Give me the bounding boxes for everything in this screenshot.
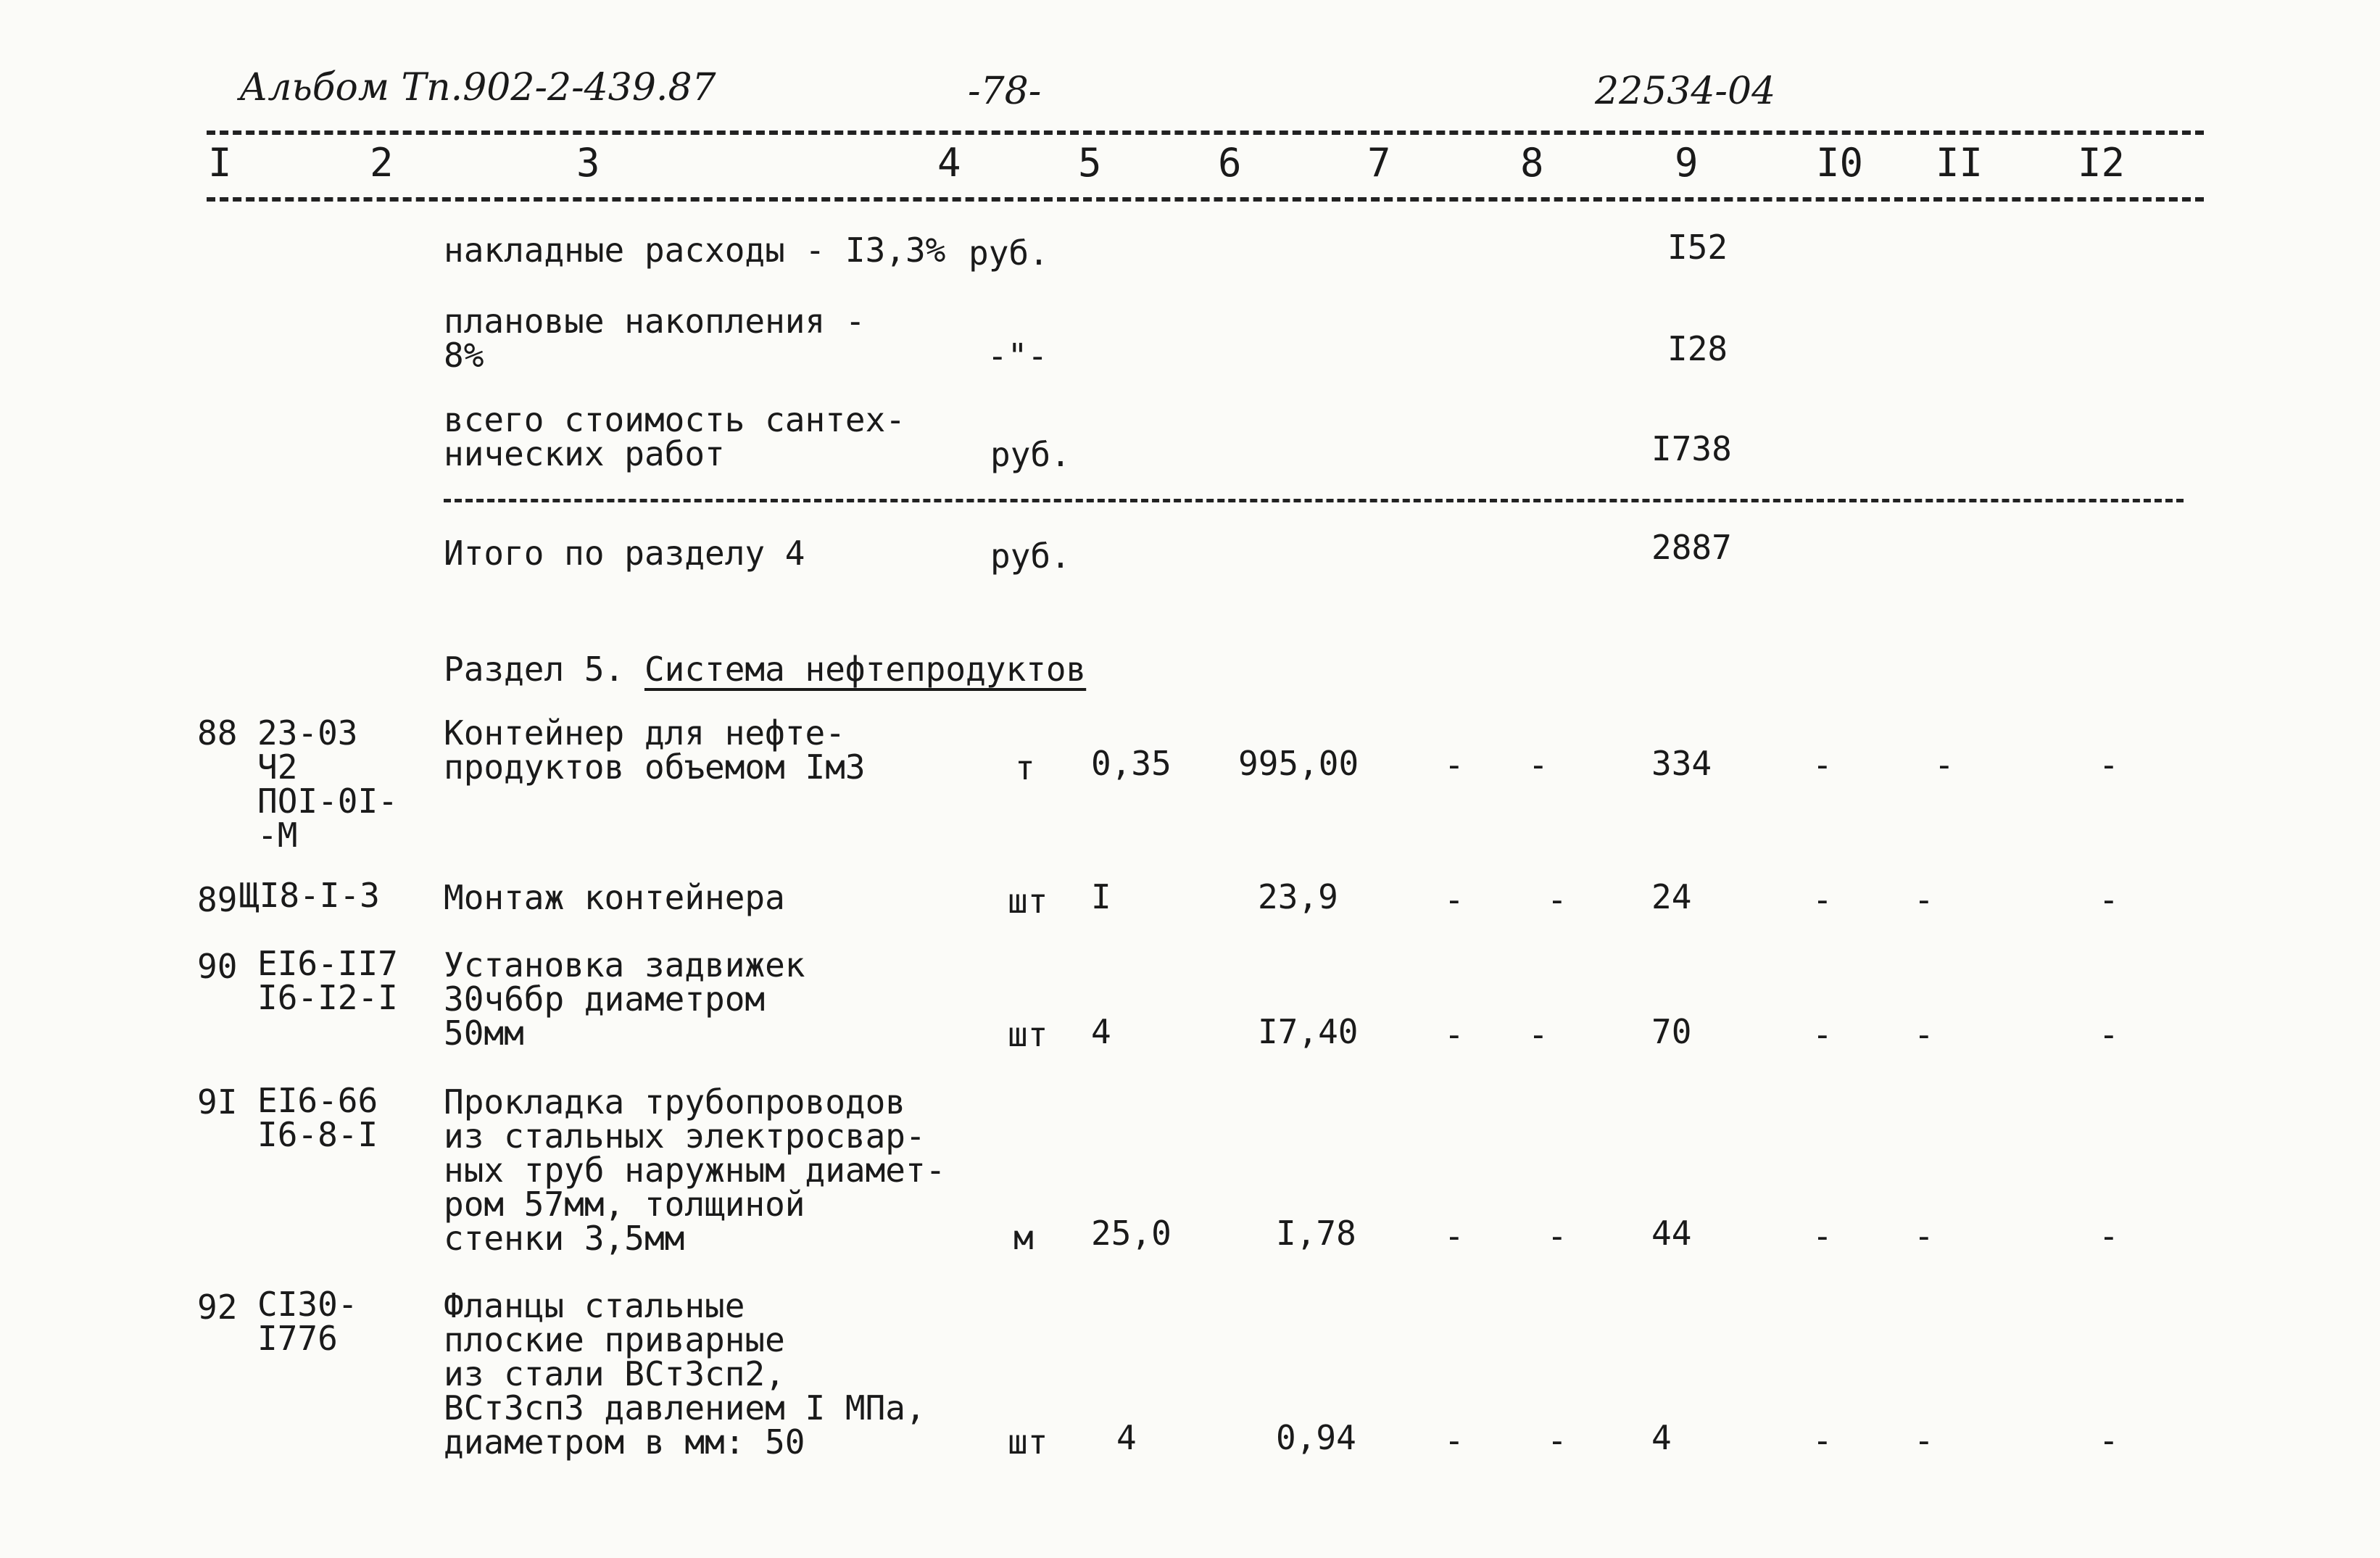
row-col10: -	[1812, 1217, 1833, 1256]
section-heading	[444, 650, 1087, 689]
row-number: 9I	[197, 1082, 238, 1122]
row-col12: -	[2099, 1015, 2119, 1054]
summary-total: 2887	[1651, 528, 1732, 567]
section-title: Система нефтепродуктов	[644, 650, 1087, 689]
row-quantity: I	[1091, 877, 1111, 916]
row-col11: -	[1914, 1015, 1934, 1054]
row-code: EI6-66 I6-8-I	[257, 1081, 378, 1154]
summary-label: всего стоимость сантех- нических работ	[444, 400, 905, 473]
subtotal-rule	[444, 499, 2184, 502]
column-number: I	[208, 140, 232, 186]
column-number: 5	[1078, 140, 1102, 186]
row-unit: т	[1015, 748, 1035, 787]
row-col7: -	[1444, 880, 1464, 919]
row-col12: -	[2099, 880, 2119, 919]
row-quantity: 25,0	[1091, 1214, 1172, 1253]
row-col9: 44	[1651, 1214, 1692, 1253]
row-col9: 70	[1651, 1012, 1692, 1051]
column-number: 4	[937, 140, 961, 186]
album-reference: Альбом Тп.902-2-439.87	[239, 66, 716, 109]
row-description: Монтаж контейнера	[444, 878, 785, 917]
column-number: I0	[1816, 140, 1864, 186]
row-description: Контейнер для нефте- продуктов объемом Iм3	[444, 713, 866, 787]
row-price: I,78	[1276, 1214, 1356, 1253]
row-col10: -	[1812, 745, 1833, 784]
section-prefix: Раздел 5.	[444, 650, 625, 689]
row-col7: -	[1444, 745, 1464, 784]
row-col12: -	[2099, 1217, 2119, 1256]
row-price: 995,00	[1238, 744, 1359, 783]
summary-unit: руб.	[990, 435, 1071, 474]
summary-total: I738	[1651, 429, 1732, 468]
summary-label: плановые накопления - 8%	[444, 302, 866, 375]
column-number: 6	[1218, 140, 1242, 186]
summary-label: накладные расходы - I3,3%	[444, 231, 946, 270]
row-col8: -	[1547, 1217, 1567, 1256]
column-number: 9	[1675, 140, 1699, 186]
row-number: 89	[197, 880, 238, 919]
row-unit: м	[1013, 1218, 1034, 1257]
row-col11: -	[1914, 880, 1934, 919]
row-price: 23,9	[1258, 877, 1338, 916]
row-col7: -	[1444, 1015, 1464, 1054]
row-price: 0,94	[1276, 1418, 1356, 1457]
row-col8: -	[1528, 1015, 1548, 1054]
column-number: II	[1936, 140, 1983, 186]
summary-label: Итого по разделу 4	[444, 534, 805, 573]
row-description: Установка задвижек 30ч6бр диаметром 50мм	[444, 945, 805, 1053]
row-quantity: 4	[1116, 1418, 1137, 1457]
header-bottom-rule	[207, 197, 2204, 202]
row-price: I7,40	[1258, 1012, 1359, 1051]
row-col8: -	[1528, 745, 1548, 784]
row-col10: -	[1812, 1421, 1833, 1460]
row-col9: 334	[1651, 744, 1712, 783]
summary-total: I52	[1667, 228, 1728, 267]
page-number: -78-	[968, 70, 1042, 113]
row-unit: шт	[1008, 882, 1048, 921]
row-col7: -	[1444, 1217, 1464, 1256]
row-quantity: 0,35	[1091, 744, 1172, 783]
row-col8: -	[1547, 880, 1567, 919]
row-unit: шт	[1008, 1015, 1048, 1054]
row-unit: шт	[1008, 1422, 1048, 1462]
document-code: 22534-04	[1595, 70, 1776, 113]
row-col12: -	[2099, 745, 2119, 784]
row-col7: -	[1444, 1421, 1464, 1460]
row-col10: -	[1812, 1015, 1833, 1054]
row-col10: -	[1812, 880, 1833, 919]
row-col9: 24	[1651, 877, 1692, 916]
column-number: 3	[576, 140, 600, 186]
row-code: 23-03 Ч2 ПОI-0I- -М	[257, 713, 398, 855]
row-col8: -	[1547, 1421, 1567, 1460]
row-col12: -	[2099, 1421, 2119, 1460]
row-number: 90	[197, 947, 238, 986]
row-col9: 4	[1651, 1418, 1672, 1457]
row-number: 92	[197, 1288, 238, 1327]
column-number: 7	[1367, 140, 1391, 186]
row-col11: -	[1914, 1217, 1934, 1256]
summary-unit: руб.	[990, 536, 1071, 576]
column-number: 2	[370, 140, 394, 186]
summary-unit: -"-	[987, 336, 1048, 376]
row-number: 88	[197, 713, 238, 753]
top-rule	[207, 130, 2204, 135]
column-number: I2	[2078, 140, 2126, 186]
row-description: Фланцы стальные плоские приварные из стали ВСт3сп2, ВСт3сп3 давлением I МПа, диаметром в мм: 50	[444, 1286, 926, 1462]
summary-unit: руб.	[969, 233, 1049, 273]
row-col11: -	[1934, 745, 1954, 784]
row-code: ЩI8-I-3	[239, 876, 380, 915]
row-description: Прокладка трубопроводов из стальных электросвар- ных труб наружным диамет- ром 57мм, толщиной стенки 3,5мм	[444, 1082, 946, 1258]
row-code: CI30- I776	[257, 1285, 358, 1358]
row-code: EI6-II7 I6-I2-I	[257, 944, 398, 1017]
column-number: 8	[1520, 140, 1544, 186]
row-col11: -	[1914, 1421, 1934, 1460]
row-quantity: 4	[1091, 1012, 1111, 1051]
summary-total: I28	[1667, 329, 1728, 368]
